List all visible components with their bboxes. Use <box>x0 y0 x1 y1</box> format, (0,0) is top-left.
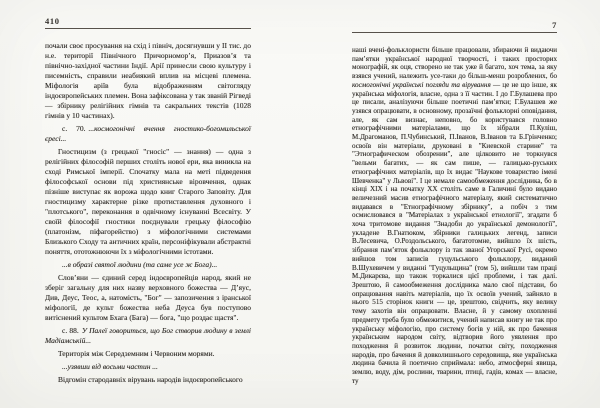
paragraph-echo-beliefs: Відгомін стародавніх вірувань народів індоєвропейського <box>58 375 243 384</box>
quote-paleia-madiam <box>45 326 251 346</box>
quote-text: У Палеї говориться, що Бог створив людину в землі Мадіамській... <box>45 326 251 345</box>
right-page-header <box>352 21 557 33</box>
right-page <box>300 0 600 408</box>
paragraph-aryan-migration: почали своє просування на схід і північ, досягнувши у II тис. до н.е. території Північного Причорномор’я, Приазов’я та північно-західної частини Індії. Арії принесли свою культуру і писемність, справили неабиякий вплив на місцеві племена. Міфологія аріїв була відображенням світогляду індоєвропейських племен. Вона зафіксована у так званій Рігведі — збірнику релігійних гімнів та сакральних текстів (1028 гімнів у 10 частинах). <box>45 41 251 120</box>
paragraph-territory: Територія між Середземним і Червоним морями. <box>58 349 215 358</box>
quote-text: ...в образі святої людини (та саме усе ж Бога)... <box>62 260 218 269</box>
right-page-text <box>352 46 557 385</box>
paragraph-gnosticism: Гностицизм (з грецької "гносіс" — знання) — одна з релігійних філософій перших століть нової ери, яка виникла на сході Римської імперії. Спочатку мала на меті підведення філософської основи під християнське віровчення, однак пізніше виступає як ворожа щодо книг Старого Заповіту. Для гностицизму характерне різке протиставлення духовного і "плотського", переконання в одвічному існуванні Всесвіту. У своїй філософії гностики поєднували грецьку філософію (платонізм, піфагорейство) з міфологічними системами Близького Сходу та античних країн, персоніфікували абстрактні поняття, ототожнюючи їх з міфологічними істотами. <box>45 147 251 256</box>
quote-eight-parts <box>45 362 251 372</box>
quote-page-ref: с. 88. <box>62 326 79 335</box>
quote-holy-man <box>45 260 251 270</box>
quote-text: ...космогонічні вчення гностико-богомильської єресі... <box>45 124 251 143</box>
paragraph-segment: наші вчені-фольклористи більше працювали, збираючи й видаючи пам’ятки української народної творчості, і таких просторих монографій, як оця, створено не так уже й багато, хоч тема, за яку взявся учений, належить усе-таки до більш-менш розроблених, бо <box>352 46 557 81</box>
paragraph-segment-italic: космогонічні українські погляди та вірування <box>352 80 491 89</box>
quote-text: ...узявши від восьми частин ... <box>62 362 158 371</box>
left-page-text <box>45 41 251 385</box>
left-page-header <box>45 17 251 29</box>
quote-gnostic-heresy <box>45 124 251 144</box>
quote-page-ref: с. 70. <box>62 124 86 133</box>
paragraph-folklorists <box>352 46 557 385</box>
paragraph-segment: — це не що інше, як українська міфологія, власне, одна з її частин. І до Г.Булашева про це писали, аналізуючи більше поетичні пам’ятки; Г.Булашев же узявся опрацювати, в основному, прозаїчні фольклорні оповідання, але, як сам визнає, неповно, бо користувався головно етнографічними матеріалами, що їх зібрали П.Куліш, М.Драгоманов, П.Чубинський, П.Іванов, В.Іванов та Б.Грінченко; освоїв він матеріали, друковані в "Киевской старине" та "Этнографическом обозрении", але цілковито не торкнувся "вельми багатих, — як сам пише, — галицько-руських етнографічних матеріалів, що їх видає "Наукове товариство імені Шевченка" у Львові". І це немале самообмеження дослідника, бо в кінці XIX і на початку XX століть саме в Галичині було видано величезний масив етнографічного матеріалу, який систематично видавався в "Етнографічному збірнику", а побіч з тим осмислювався в "Матеріалах з української етнології", згадати б хоча тритомове видання "Знадоби до української демонології", укладене В.Гнатюком, збірники галицьких легенд, записи В.Лесевича, О.Роздольського, багатотомне, вийшло їх шість, зібрання пам’яток фольклору із так званої Угорської Русі, окремо вийшов том записів гуцульського фольклору, виданий В.Шухевичем у виданні "Гуцульщина" (том 5), вийшли там праці М.Дикарєва, що також торкалися цієї проблеми, і так далі. Зрештою, й самообмеження дослідника мало свої підстави, бо опрацювання навіть матеріалів, що їх освоїв учений, зайняло в нього 515 сторінок книги — це, зрештою, свідчить, яку велику тему захотів він опрацювати. Власне, й у самому охопленні предмету треба було обмежитися, учений написав книгу не так про українську міфологію, про систему богів у ній, як про бачення українським народом світу, відтворив його уявлення про походження й розвиток людини, початки світу, походження народів, про бачення й довколишнього середовища, яке українська людина бачила й поетично сприймала: небо, атмосферні явища, землю, воду, дім, рослини, тварини, птиці, гадів, комах — власне, ту <box>352 80 558 385</box>
paragraph-slavic-deity: Слов’яни — єдиний серед індоєвропейців народ, який не зберіг загальну для них назву верховного божества — Д’яус, Див, Деус, Теос, а, натомість, "Бог" — запозичення з іранської міфології, де культ божества неба Деуса був поступово витіснений культом Бхага (Бага) — бога, "що роздає щастя". <box>45 273 251 322</box>
left-page-number: 410 <box>45 16 60 26</box>
right-page-number: 7 <box>552 20 557 30</box>
